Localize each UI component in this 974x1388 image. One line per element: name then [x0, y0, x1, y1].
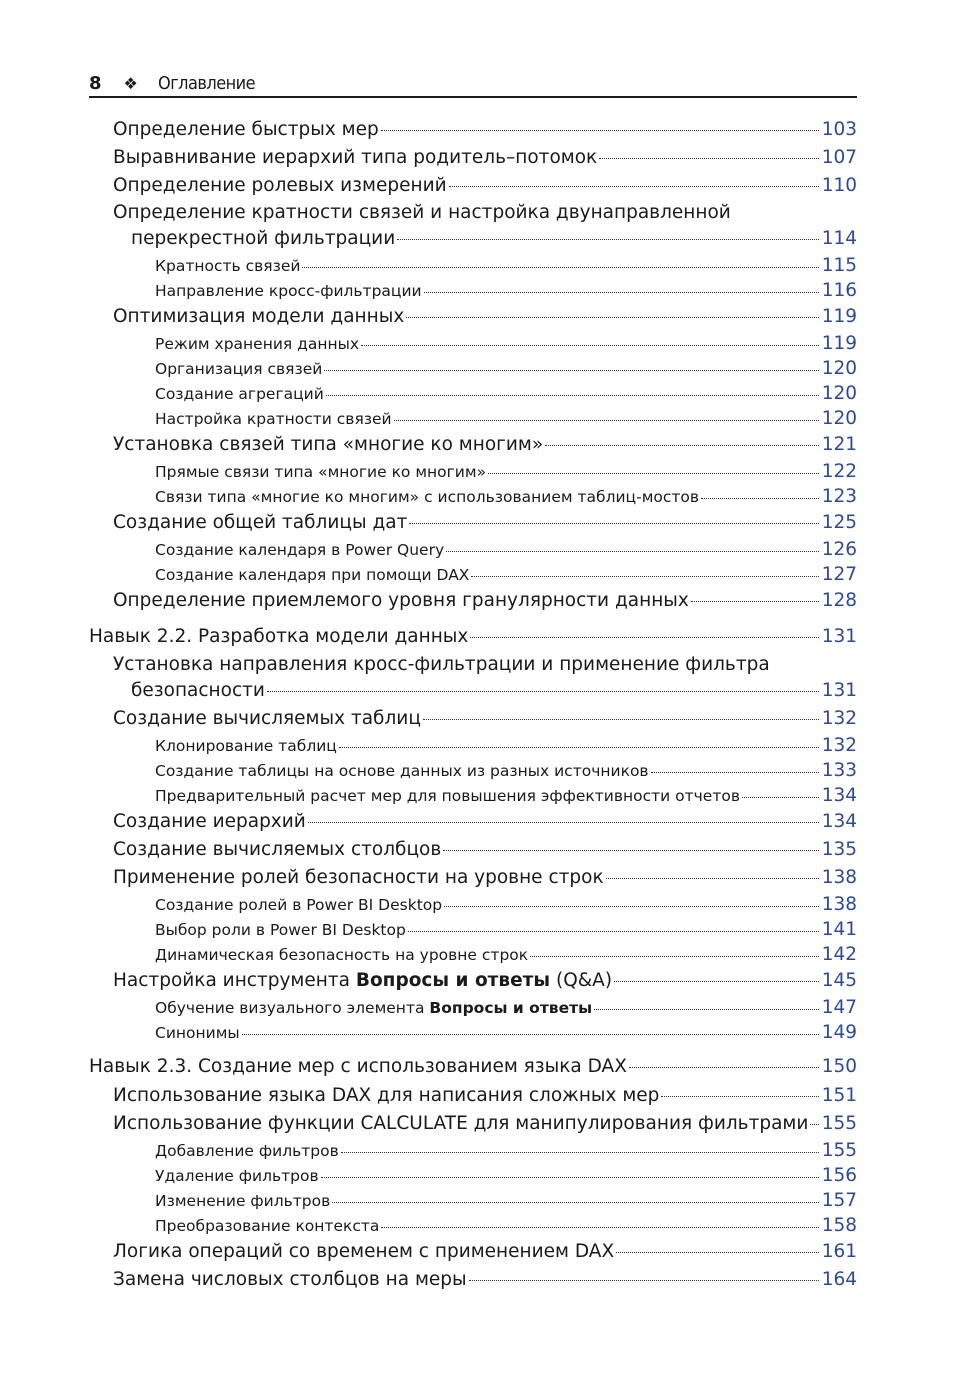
- dot-leader: [308, 809, 819, 828]
- entry-title-text: Использование языка DAX для написания сложных мер: [113, 1085, 660, 1106]
- page-number-link[interactable]: 141: [821, 919, 857, 940]
- page-number-link[interactable]: 115: [821, 255, 857, 276]
- entry-title: [113, 116, 379, 144]
- entry-title-text: Навык 2.2. Разработка модели данных: [89, 626, 469, 647]
- ornament-icon: ❖: [123, 73, 138, 93]
- dot-leader: [471, 565, 818, 581]
- entry-title: [113, 303, 404, 331]
- toc-subentry[interactable]: [89, 942, 857, 967]
- page-number-link[interactable]: 138: [821, 894, 857, 915]
- dot-leader: [470, 624, 818, 643]
- page-number-link[interactable]: 161: [821, 1241, 857, 1262]
- toc-subentry[interactable]: [89, 562, 857, 587]
- page-number-link[interactable]: 127: [821, 564, 857, 585]
- entry-title: [155, 1164, 319, 1189]
- entry-title: [113, 1110, 808, 1138]
- entry-title: [113, 509, 407, 537]
- entry-title: [155, 485, 699, 510]
- toc-entry[interactable]: [89, 225, 857, 253]
- entry-title-text: Синонимы: [155, 1024, 240, 1042]
- entry-title-text: Определение быстрых мер: [113, 119, 379, 140]
- page-number-link[interactable]: 123: [821, 486, 857, 507]
- toc-entry[interactable]: [89, 587, 857, 615]
- toc-subentry[interactable]: [89, 917, 857, 942]
- dot-leader: [394, 409, 819, 425]
- toc-subentry[interactable]: [89, 406, 857, 431]
- page-number-link[interactable]: 131: [821, 680, 857, 701]
- dot-leader: [339, 736, 819, 752]
- toc-entry[interactable]: [89, 808, 857, 836]
- toc-entry[interactable]: [89, 509, 857, 537]
- toc-subentry[interactable]: [89, 278, 857, 303]
- toc-subentry[interactable]: [89, 995, 857, 1020]
- entry-title-text: Удаление фильтров: [155, 1167, 319, 1185]
- toc-subentry[interactable]: [89, 1020, 857, 1045]
- toc-subentry[interactable]: [89, 733, 857, 758]
- dot-leader: [321, 1166, 819, 1182]
- page-number-link[interactable]: 132: [821, 708, 857, 729]
- page-number-link[interactable]: 134: [821, 785, 857, 806]
- entry-title: [155, 357, 322, 382]
- page-number-link[interactable]: 126: [821, 539, 857, 560]
- entry-title-continuation: безопасности: [131, 680, 265, 701]
- entry-title-text: Создание таблицы на основе данных из разных источников: [155, 762, 649, 780]
- toc-entry[interactable]: [89, 1110, 857, 1138]
- page-number-link[interactable]: 135: [821, 839, 857, 860]
- entry-title-text: Создание ролей в Power BI Desktop: [155, 896, 443, 914]
- page-number-link[interactable]: 131: [821, 626, 857, 647]
- entry-title: [155, 538, 444, 563]
- entry-title: [113, 967, 612, 995]
- toc-entry[interactable]: [89, 303, 857, 331]
- page-number-link[interactable]: 142: [821, 944, 857, 965]
- entry-title-text: Создание общей таблицы дат: [113, 512, 408, 533]
- toc-subentry[interactable]: [89, 1163, 857, 1188]
- entry-title: [155, 943, 528, 968]
- entry-title-text: Создание агрегаций: [155, 385, 324, 403]
- toc-entry[interactable]: [89, 705, 857, 733]
- entry-title: [113, 1082, 659, 1110]
- toc-section-entry[interactable]: [89, 1045, 857, 1082]
- toc-section-entry[interactable]: [89, 615, 857, 652]
- entry-title-text: Использование функции CALCULATE для манипулирования фильтрами: [113, 1113, 809, 1134]
- toc-subentry[interactable]: [89, 892, 857, 917]
- page-number: 8: [89, 72, 102, 94]
- entry-title-continuation: перекрестной фильтрации: [131, 228, 396, 249]
- page-number-link[interactable]: 119: [821, 333, 857, 354]
- table-of-contents: [89, 116, 857, 1294]
- entry-title: [155, 460, 486, 485]
- entry-title: [113, 705, 421, 733]
- dot-leader: [651, 761, 819, 777]
- entry-title-text: Установка связей типа «многие ко многим»: [113, 434, 544, 455]
- entry-title-text: Режим хранения данных: [155, 335, 360, 353]
- entry-title: [155, 1139, 339, 1164]
- entry-title: [155, 759, 649, 784]
- dot-leader: [691, 588, 819, 607]
- entry-title: [155, 893, 442, 918]
- dot-leader: [530, 945, 819, 961]
- page-number-link[interactable]: 103: [821, 119, 857, 140]
- entry-title-bold: Вопросы и ответы: [429, 999, 593, 1017]
- entry-title-text: Определение ролевых измерений: [113, 175, 447, 196]
- dot-leader: [326, 384, 819, 400]
- entry-title: [155, 918, 406, 943]
- toc-entry[interactable]: [89, 864, 857, 892]
- page-number-link[interactable]: 164: [821, 1269, 857, 1290]
- entry-title: [155, 784, 740, 809]
- entry-title-text: Связи типа «многие ко многим» с использованием таблиц-мостов: [155, 488, 700, 506]
- toc-subentry[interactable]: [89, 1188, 857, 1213]
- entry-title: [113, 864, 604, 892]
- toc-entry[interactable]: [89, 836, 857, 864]
- entry-title-text: Выравнивание иерархий типа родитель–потомок: [113, 147, 598, 168]
- entry-title-text: Организация связей: [155, 360, 323, 378]
- entry-title: Установка направления кросс-фильтрации и применение фильтра: [113, 654, 770, 675]
- toc-subentry[interactable]: [89, 1213, 857, 1238]
- entry-title-text: Настройка инструмента: [113, 970, 356, 991]
- dot-leader: [324, 359, 818, 375]
- entry-title-text: Создание вычисляемых таблиц: [113, 708, 421, 729]
- entry-title-text: Изменение фильтров: [155, 1192, 331, 1210]
- entry-title: [155, 1021, 240, 1046]
- page-number-link[interactable]: 116: [821, 280, 857, 301]
- dot-leader: [242, 1023, 819, 1039]
- entry-title: [155, 1214, 379, 1239]
- dot-leader: [616, 1239, 819, 1258]
- toc-subentry[interactable]: [89, 331, 857, 356]
- dot-leader: [446, 540, 819, 556]
- dot-leader: [397, 226, 818, 245]
- dot-leader: [302, 256, 818, 272]
- entry-title: [155, 734, 337, 759]
- entry-title: Определение кратности связей и настройка двунаправленной: [113, 202, 731, 223]
- dot-leader: [606, 865, 819, 884]
- entry-title: [155, 254, 300, 279]
- dot-leader: [267, 678, 819, 697]
- page-number-link[interactable]: 150: [821, 1056, 857, 1077]
- dot-leader: [742, 786, 819, 802]
- toc-subentry[interactable]: [89, 537, 857, 562]
- entry-title-text: Создание вычисляемых столбцов: [113, 839, 442, 860]
- dot-leader: [381, 117, 819, 136]
- dot-leader: [409, 510, 818, 529]
- page-number-link[interactable]: 121: [821, 434, 857, 455]
- page-header: [89, 70, 857, 98]
- toc-entry[interactable]: [89, 172, 857, 200]
- entry-title-text: Определение приемлемого уровня гранулярности данных: [113, 590, 689, 611]
- entry-title: [113, 1238, 614, 1266]
- entry-title-text: Направление кросс-фильтрации: [155, 282, 422, 300]
- entry-title-text: Применение ролей безопасности на уровне строк: [113, 867, 604, 888]
- entry-title: [113, 172, 447, 200]
- entry-title-bold: Вопросы и ответы: [355, 970, 551, 991]
- entry-title: [113, 1266, 467, 1294]
- toc-entry-first-line[interactable]: [89, 200, 857, 225]
- entry-title: [155, 1189, 330, 1214]
- page-number-link[interactable]: 110: [821, 175, 857, 196]
- page-number-link[interactable]: 107: [821, 147, 857, 168]
- entry-title-text: Добавление фильтров: [155, 1142, 339, 1160]
- toc-entry[interactable]: [89, 116, 857, 144]
- dot-leader: [488, 462, 819, 478]
- entry-title-text: Предварительный расчет мер для повышения эффективности отчетов: [155, 787, 740, 805]
- entry-title-text: Логика операций со временем с применением DAX: [113, 1241, 615, 1262]
- dot-leader: [381, 1216, 818, 1232]
- page-number-link[interactable]: 149: [821, 1022, 857, 1043]
- entry-title-text: Кратность связей: [155, 257, 301, 275]
- dot-leader: [408, 920, 819, 936]
- entry-title-text: Выбор роли в Power BI Desktop: [155, 921, 406, 939]
- entry-title: [113, 144, 597, 172]
- page-number-link[interactable]: 145: [821, 970, 857, 991]
- dot-leader: [469, 1267, 819, 1286]
- dot-leader: [599, 145, 818, 164]
- toc-subentry[interactable]: [89, 758, 857, 783]
- toc-entry[interactable]: [89, 1266, 857, 1294]
- entry-title: [113, 431, 543, 459]
- entry-title-text: Создание иерархий: [113, 811, 306, 832]
- toc-entry[interactable]: [89, 431, 857, 459]
- toc-entry[interactable]: [89, 677, 857, 705]
- entry-title: [155, 563, 469, 588]
- toc-subentry[interactable]: [89, 253, 857, 278]
- dot-leader: [545, 432, 819, 451]
- toc-entry[interactable]: [89, 1082, 857, 1110]
- running-title: Оглавление: [157, 72, 255, 94]
- dot-leader: [629, 1054, 819, 1073]
- page-number-link[interactable]: 157: [821, 1190, 857, 1211]
- dot-leader: [424, 281, 819, 297]
- toc-entry-first-line[interactable]: [89, 652, 857, 677]
- entry-title-text: Настройка кратности связей: [155, 410, 392, 428]
- page-number-link[interactable]: 138: [821, 867, 857, 888]
- dot-leader: [361, 334, 819, 350]
- entry-title-text: Замена числовых столбцов на меры: [113, 1269, 467, 1290]
- dot-leader: [443, 837, 818, 856]
- dot-leader: [594, 998, 819, 1014]
- entry-title-text: Клонирование таблиц: [155, 737, 337, 755]
- page-number-link[interactable]: 120: [821, 408, 857, 429]
- entry-title: [155, 407, 392, 432]
- page-number-link[interactable]: 155: [821, 1113, 857, 1134]
- dot-leader: [449, 173, 819, 192]
- dot-leader: [341, 1141, 819, 1157]
- toc-subentry[interactable]: [89, 783, 857, 808]
- entry-title-text: Создание календаря при помощи DAX: [155, 566, 470, 584]
- toc-subentry[interactable]: [89, 484, 857, 509]
- dot-leader: [661, 1083, 818, 1102]
- toc-subentry[interactable]: [89, 356, 857, 381]
- entry-title-text: Оптимизация модели данных: [113, 306, 405, 327]
- toc-entry[interactable]: [89, 1238, 857, 1266]
- page-number-link[interactable]: 147: [821, 997, 857, 1018]
- page-number-link[interactable]: 158: [821, 1215, 857, 1236]
- entry-title-text: Прямые связи типа «многие ко многим»: [155, 463, 487, 481]
- entry-title-suffix: (Q&A): [550, 970, 613, 991]
- entry-title: [113, 587, 689, 615]
- entry-title-text: Навык 2.3. Создание мер с использованием языка DAX: [89, 1056, 627, 1077]
- entry-title: [113, 836, 441, 864]
- dot-leader: [406, 304, 818, 323]
- page-number-link[interactable]: 151: [821, 1085, 857, 1106]
- entry-title: [113, 808, 306, 836]
- entry-title-text: Создание календаря в Power Query: [155, 541, 445, 559]
- entry-title: [155, 996, 592, 1021]
- dot-leader: [810, 1111, 818, 1130]
- page-number-link[interactable]: 125: [821, 512, 857, 533]
- page-number-link[interactable]: 134: [821, 811, 857, 832]
- dot-leader: [614, 968, 819, 987]
- toc-subentry[interactable]: [89, 1138, 857, 1163]
- page-number-link[interactable]: 156: [821, 1165, 857, 1186]
- entry-title-text: Динамическая безопасность на уровне строк: [155, 946, 529, 964]
- entry-title: [155, 382, 324, 407]
- toc-entry[interactable]: [89, 144, 857, 172]
- dot-leader: [444, 895, 819, 911]
- page-number-link[interactable]: 114: [821, 228, 857, 249]
- entry-title-text: Преобразование контекста: [155, 1217, 380, 1235]
- entry-title: [155, 332, 359, 357]
- dot-leader: [332, 1191, 818, 1207]
- toc-entry[interactable]: [89, 967, 857, 995]
- page-number-link[interactable]: 122: [821, 461, 857, 482]
- page-number-link[interactable]: 120: [821, 383, 857, 404]
- dot-leader: [423, 706, 819, 725]
- page-number-link[interactable]: 133: [821, 760, 857, 781]
- page-number-link[interactable]: 119: [821, 306, 857, 327]
- entry-title: [155, 279, 422, 304]
- page-number-link[interactable]: 132: [821, 735, 857, 756]
- page-number-link[interactable]: 128: [821, 590, 857, 611]
- page-number-link[interactable]: 120: [821, 358, 857, 379]
- toc-subentry[interactable]: [89, 381, 857, 406]
- entry-title-text: Обучение визуального элемента: [155, 999, 430, 1017]
- dot-leader: [701, 487, 819, 503]
- toc-subentry[interactable]: [89, 459, 857, 484]
- page-number-link[interactable]: 155: [821, 1140, 857, 1161]
